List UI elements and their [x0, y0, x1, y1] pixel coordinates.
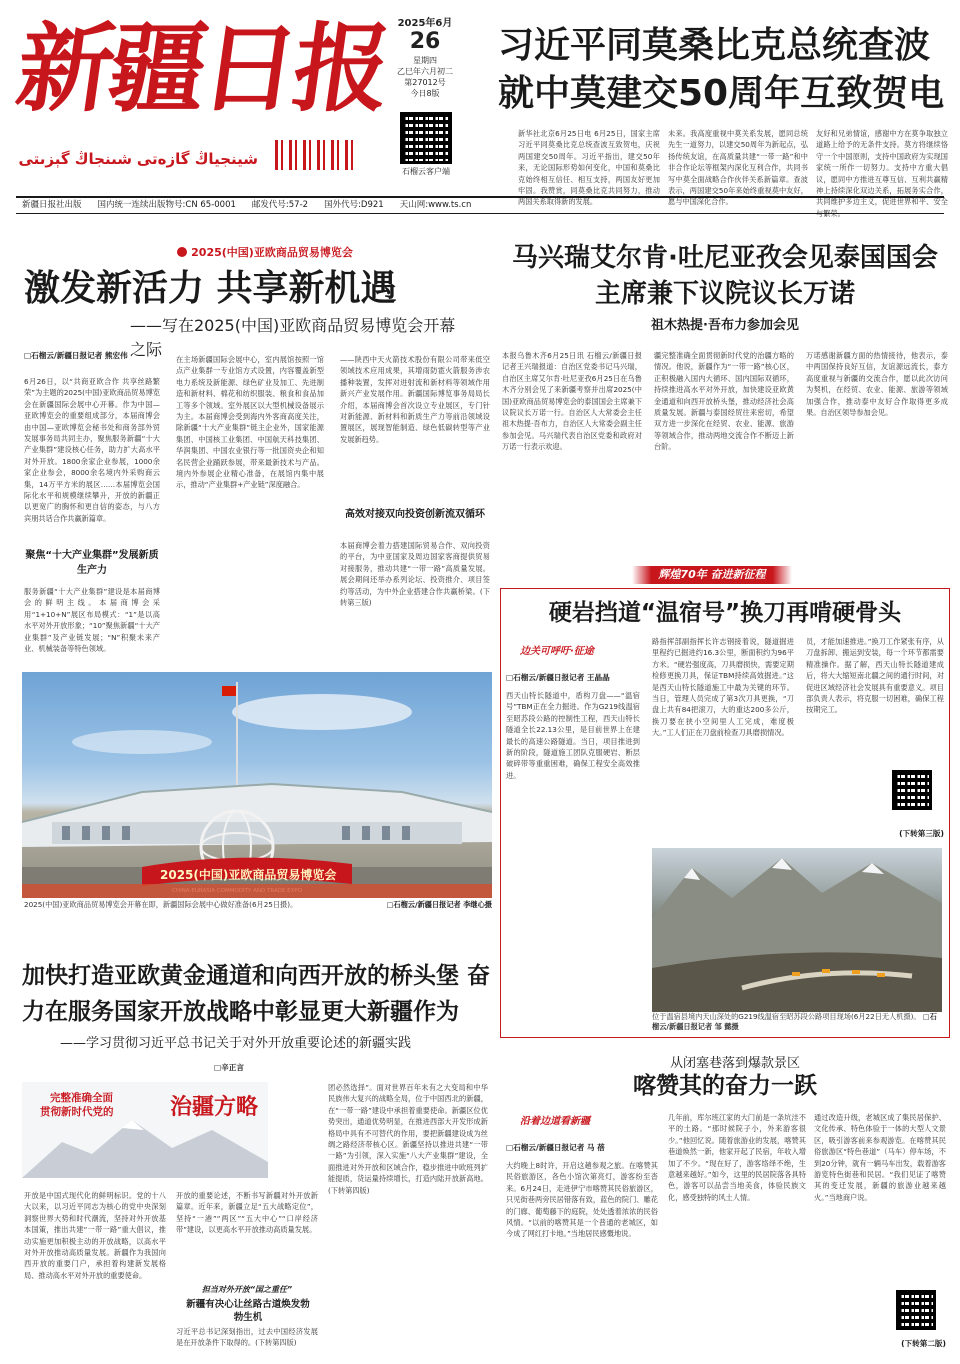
lunar-date: 乙巳年六月初二	[397, 67, 453, 76]
date-box	[396, 18, 454, 99]
tunnel-photo-caption	[652, 1012, 942, 1032]
tunnel-column-3: 员，才能加速推进。”换刀工作紧张有序，从刀盘拆卸、搬运到安装，每一个环节都需要精准操作。据了解，西天山特长隧道建成后，将大大缩短南北疆之间的通行时间，对促进区域经济社会发展具有重要意义。项目部负责人表示，将克服一切困难，确保工程按期完工。	[806, 637, 944, 715]
expo-sign-text: 2025(中国)亚欧商品贸易博览会	[160, 868, 337, 882]
expo-center-photo[interactable]	[22, 672, 492, 898]
international-code: 国外代号:D921	[324, 200, 384, 210]
bridge-column-3: 团必然选择”。面对世界百年未有之大变局和中华民族伟大复兴的战略全局，位于中国西北的新疆，在“一带一路”建设中承担着重要使命。新疆区位优势突出，通道优势明显，在推进西部大开发形成新格局中具有不可替代的作用，要把新疆建设成为丝绸之路经济带核心区。新疆坚持以推进共建“一带一路”为引领，深入实施“八大产业集群”建设，全面推进对外开放和区域合作，稳步推进中欧班列扩能提质，货运量持续增长，打造内陆开放新高地。(下转第四版)	[328, 1083, 488, 1195]
village-column-1: 大约晚上8时许，开启这趟参观之旅。在喀赞其民俗旅游区，各色小馆次第亮灯，游客纷至沓来。6月24日，走进伊宁市喀赞其民俗旅游区，只见街巷两旁民居错落有致，蓝色的院门、雕花的门廊、葡萄藤下的庭院，处处透着浓浓的民俗风情。“以前的喀赞其是一个普通的老城区，如今成了网红打卡地。”当地居民感慨地说。	[506, 1161, 658, 1239]
village-continued-note: (下转第二版)	[901, 1339, 946, 1348]
expo-byline: □石榴云/新疆日报记者 熊宏伟	[24, 351, 128, 360]
weekday: 星期四	[413, 56, 437, 65]
qr-caption: 石榴云客户端	[402, 167, 450, 176]
expo-column-3: ——陕西中天火箭技术股份有限公司带来低空领域技术应用成果，其增雨防雹火箭服务涉农播种装置，发挥对进射流和新材料等领域作用新兴产业发展作用。新疆国际博览事务局局长介绍，本届商博会首次设立专业展区，专门针对新能源、新材料和新质生产力等前沿领域设置展区，展现智能制造、绿色低碳转型等产业发展新趋势。	[340, 355, 490, 444]
bridge-subhead: ——学习贯彻习近平总书记关于对外开放重要论述的新疆实践	[60, 1036, 412, 1051]
tunnel-column-1: 西天山特长隧道中，盾构刀盘——“温宿号”TBM正在全力掘进。作为G219线温宿至昭苏段公路的控制性工程，西天山特长隧道全长22.13公里，是目前世界上在建最长的高速公路隧道。当日，项目推进到新的阶段，隧道施工团队克服硬岩、断层破碎带等重重困难，确保工程安全高效推进。	[506, 691, 640, 780]
bridge-headline[interactable]: 加快打造亚欧黄金通道和向西开放的桥头堡 奋力在服务国家开放战略中彰显更大新疆作为	[22, 963, 491, 1025]
date-day: 26	[409, 29, 441, 54]
page-count: 今日8版	[410, 89, 440, 98]
expo-column-2: 在主场新疆国际会展中心，室内展馆按照一馆点产业集群一专业馆方式设置，内容覆盖新型电力系统及新能源、绿色矿业及加工、先进制造和新材料、棉花和纺织服装、粮食和食品加工等多个领域。室外展区以大型机械设备展示为主。本届商博会受到海内外客商高度关注，除新疆“十大产业集群”链主企业外，国家能源集团、中国核工业集团、中国航天科技集团、华润集团、中国农业银行等一批国资央企和知名民营企业踊跃参展，带来最新技术与产品。境内外参展企业精心准备，在展馆内集中展示，推动“产业集群+产业链”深度融合。	[176, 355, 324, 490]
masthead-kazakh-title: شينجياڭ گازەتى	[136, 150, 258, 168]
tunnel-column-2: 路指挥部副指挥长许志钢接着说，隧道掘进里程约已掘进约16.3公里，断面积约为96平方米。“硬岩强度高，刀具磨损快，需要定期检修更换刀具，保证TBM持续高效掘进。”这是西天山特长隧道施工中最为关键的环节。当日，管理人员完成了第3次刀具更换，“刀盘上共有84把滚刀，大的重达200多公斤，换刀要在狭小空间里人工完成，难度极大。”工人们正在刀盘前检查刀具磨损情况。	[652, 637, 794, 738]
meeting-column-2: 疆完整准确全面贯彻新时代党的治疆方略的情况。他说，新疆作为“一带一路”核心区，正积极融入国内大循环、国内国际双循环，持续推进高水平对外开放，加快建设亚欧黄金通道和向西开放桥头堡，推动经济社会高质量发展。新疆与泰国经贸往来密切，希望双方进一步深化在经贸、农业、能源、旅游等领域合作，推动两地交流合作不断迈上新台阶。	[654, 351, 794, 452]
tunnel-photo-caption-text: 位于温宿县境内天山深处的G219线温宿至昭苏段公路项目现场(6月22日无人机摄)。	[652, 1012, 921, 1021]
village-qr-code-icon[interactable]	[896, 1290, 936, 1330]
publisher: 新疆日报社出版	[22, 200, 82, 210]
governance-banner-line-2: 贯彻新时代党的	[40, 1106, 114, 1118]
top-story-column-1: 新华社北京6月25日电 6月25日，国家主席习近平同莫桑比克总统查波互致贺电，庆祝两国建交50周年。习近平指出，建交50年来，无论国际形势如何变化，中国和莫桑比克始终相互信任、相互支持，两国友好更加牢固。我赞赏，同莫桑比克共同努力，推动两国关系取得新的发展。	[518, 129, 660, 207]
expo-subhead: ——写在2025(中国)亚欧商品贸易博览会开幕之际	[130, 316, 456, 359]
date-year: 2025年6月	[397, 18, 453, 29]
village-column-2: 几年前，库尔班江家的大门前是一条坑洼不平的土路。“那时候院子小，外来游客很少。”他回忆说。随着旅游业的发展，喀赞其巷道焕然一新，他家开起了民宿，年收入增加了不少。“现在好了，游客络绎不绝，生意越来越好。”如今，这里的民居院落各具特色，游客可以品尝当地美食，体验民族文化，感受独特的风土人情。	[668, 1113, 806, 1202]
village-kicker: 从闭塞巷落到爆款景区	[669, 1056, 800, 1071]
bridge-pull-quote: 担当对外开放“国之重任”	[201, 1285, 293, 1294]
tunnel-byline: □石榴云/新疆日报记者 王晶晶	[506, 673, 610, 682]
expo-column-3b: 本届商博会着力搭建国际贸易合作、双向投资的平台，为中亚国家及周边国家客商提供贸易对接服务，推动共建“一带一路”高质量发展。展会期间还举办系列论坛、投资推介、项目签约等活动，为中外企业搭建合作共赢桥梁。(下转第三版)	[340, 541, 490, 608]
bridge-subheading: 新疆有决心让丝路古道焕发勃勃生机	[186, 1299, 310, 1323]
mountain-valley-illustration	[652, 848, 942, 1012]
tunnel-continued-note: (下转第三版)	[899, 829, 944, 838]
postal-code: 邮发代号:57-2	[251, 200, 309, 210]
masthead-mongolian-script	[275, 140, 385, 174]
tunnel-headline[interactable]: 硬岩挡道“温宿号”换刀再啃硬骨头	[548, 600, 902, 626]
governance-banner-title: 治疆方略	[170, 1094, 259, 1120]
top-story-column-2: 未来。我高度重视中莫关系发展，愿同总统先生一道努力，以建交50周年为新起点，弘扬传统友谊，在高质量共建“一带一路”和中非合作论坛等框架内深化互利合作，共同书写中莫全面战略合作伙伴关系新篇章。查波表示，两国建交50年来始终重视莫中友好，愿与中国深化合作。	[668, 129, 808, 207]
expo-subheading-2: 高效对接双向投资创新流双循环	[345, 509, 485, 520]
expo-column-1b: 服务新疆“十大产业集群”建设是本届商博会的鲜明主线。本届商博会采用“1+10+N”展区布局模式：“1”是以高水平对外开放形象；“10”聚焦新疆“十大产业集群”及产业链发展；“N”积聚未来产业、机械装备等特色领域。	[24, 587, 160, 654]
expo-photo-caption: 2025(中国)亚欧商品贸易博览会开幕在即，新疆国际会展中心做好准备(6月25日摄)。	[24, 900, 298, 909]
tunnel-photo-credit: □石榴云/新疆日报记者 邹 懿摄	[652, 1012, 937, 1031]
website[interactable]: 天山网:www.ts.cn	[399, 200, 472, 210]
bridge-column-1: 开放是中国式现代化的鲜明标识。党的十八大以来，以习近平同志为核心的党中央深刻洞察世界大势和时代潮流，坚持对外开放基本国策，推出共建“一带一路”重大倡议，推动实施更加积极主动的开放战略，以高水平对外开放推动高质量发展。新疆作为我国向西开放的重要门户，承担着构建新发展格局、推动高水平对外开放的重要使命。	[24, 1191, 166, 1280]
meeting-subhead: 祖木热提·吾布力参加会见	[651, 318, 799, 333]
tunnel-site-photo[interactable]	[652, 848, 942, 1012]
village-headline[interactable]: 喀赞其的奋力一跃	[633, 1073, 817, 1099]
expo-subheading-1: 聚焦“十大产业集群”发展新质生产力	[25, 550, 159, 576]
expo-photo-credit: □石榴云/新疆日报记者 李继心摄	[386, 900, 492, 909]
expo-section-tag: 2025(中国)亚欧商品贸易博览会	[150, 244, 380, 262]
village-byline: □石榴云/新疆日报记者 马 蓓	[506, 1143, 605, 1152]
meeting-column-3: 万诺感谢新疆方面的热情接待，他表示，泰中两国保持良好互信，友谊源远流长，泰方高度重视与新疆的交流合作，愿以此次访问为契机，在经贸、农业、能源、旅游等领域加强合作，推动泰中友好合作取得更多成果。自治区领导参加会见。	[806, 351, 948, 418]
expo-center-illustration	[22, 672, 492, 898]
expo-column-1: 6月26日，以“共商亚欧合作 共享丝路繁荣”为主题的2025(中国)亚欧商品贸易博览会在新疆国际会展中心开幕。作为中国—亚欧博览会的重要组成部分，本届商博会由中国—亚欧博览会秘书处和商务部外贸发展事务局共同主办，聚焦服务新疆“十大产业集群”建设核心任务，助力扩大高水平对外开放。1800余家企业参展，1000余家企业参会，8000余名境内外采购商云集，14万平方米的展区……本届博览会国际化水平和规模继续攀升，开放的新疆正以更宽广的胸怀和更自信的姿态，与八方宾朋共话合作共赢新篇章。	[24, 377, 160, 523]
issue-number: 第27012号	[404, 78, 446, 87]
publication-info-bar	[16, 196, 944, 214]
tunnel-column-tag: 边关可呼吁·征途	[520, 646, 594, 657]
masthead-logo: 新疆日报	[10, 12, 395, 125]
village-column-3: 通过改造升级，老城区成了集民居保护、文化传承、特色体验于一体的大型人文景区，吸引游客前来参观游览。在喀赞其民俗旅游区“特色巷道”（马车）停车场，不到20分钟，就有一辆马车出发，载着游客游览特色街巷和民居。“我们见证了喀赞其的变迁发展，新疆的旅游业越来越火。”当地商户说。	[814, 1113, 946, 1202]
anniversary-banner: 辉煌70年 奋进新征程	[632, 566, 792, 584]
top-story-column-3: 友好和兄弟情谊，感谢中方在莫争取独立道路上给予的无条件支持。莫方将继续恪守一个中国原则，支持中国政府为实现国家统一所作一切努力。支持中方重大倡议，愿同中方推进互尊互信、互利共赢精神上持续深化双边关系，拓展务实合作，共同维护多边主义，促进世界和平、安全与繁荣。	[816, 129, 948, 218]
domestic-serial: 国内统一连续出版物号:CN 65-0001	[97, 200, 236, 210]
meeting-column-1: 本报乌鲁木齐6月25日讯 石榴云/新疆日报记者王兴瑞报道：自治区党委书记马兴瑞，自治区主席艾尔肯·吐尼亚孜6月25日在乌鲁木齐分别会见了来新疆考察并出席2025(中国)亚欧商品贸易博览会的泰国国会主席兼下议院议长万诺一行。自治区人大常委会主任祖木热提·吾布力，自治区人大常委会副主任参加会见。马兴瑞代表自治区党委和政府对万诺一行表示欢迎。	[502, 351, 642, 452]
bridge-column-2b: 习近平总书记深刻指出，过去中国经济发展是在开放条件下取得的。(下转第四版)	[176, 1327, 318, 1348]
qr-code-icon[interactable]	[400, 112, 452, 164]
tunnel-qr-code-icon[interactable]	[892, 770, 932, 810]
meeting-headline[interactable]: 马兴瑞艾尔肯·吐尼亚孜会见泰国国会主席兼下议院议长万诺	[512, 243, 938, 309]
bridge-column-2: 开放的重要论述，不断书写新疆对外开放新篇章。近年来，新疆立足“五大战略定位”，坚持“一港”“两区”“五大中心”“口岸经济带”建设，以更高水平开放推动高质量发展。	[176, 1191, 318, 1235]
bridge-byline: □辛正言	[214, 1063, 244, 1072]
village-column-tag: 沿着边道看新疆	[520, 1116, 590, 1127]
top-story-headline[interactable]: 习近平同莫桑比克总统查波就中莫建交50周年互致贺电	[498, 25, 945, 114]
expo-headline[interactable]: 激发新活力 共享新机遇	[24, 268, 397, 309]
masthead-uyghur-title: شىنجاڭ گېزىتى	[18, 150, 132, 168]
governance-banner-line-1: 完整准确全面	[50, 1092, 113, 1104]
